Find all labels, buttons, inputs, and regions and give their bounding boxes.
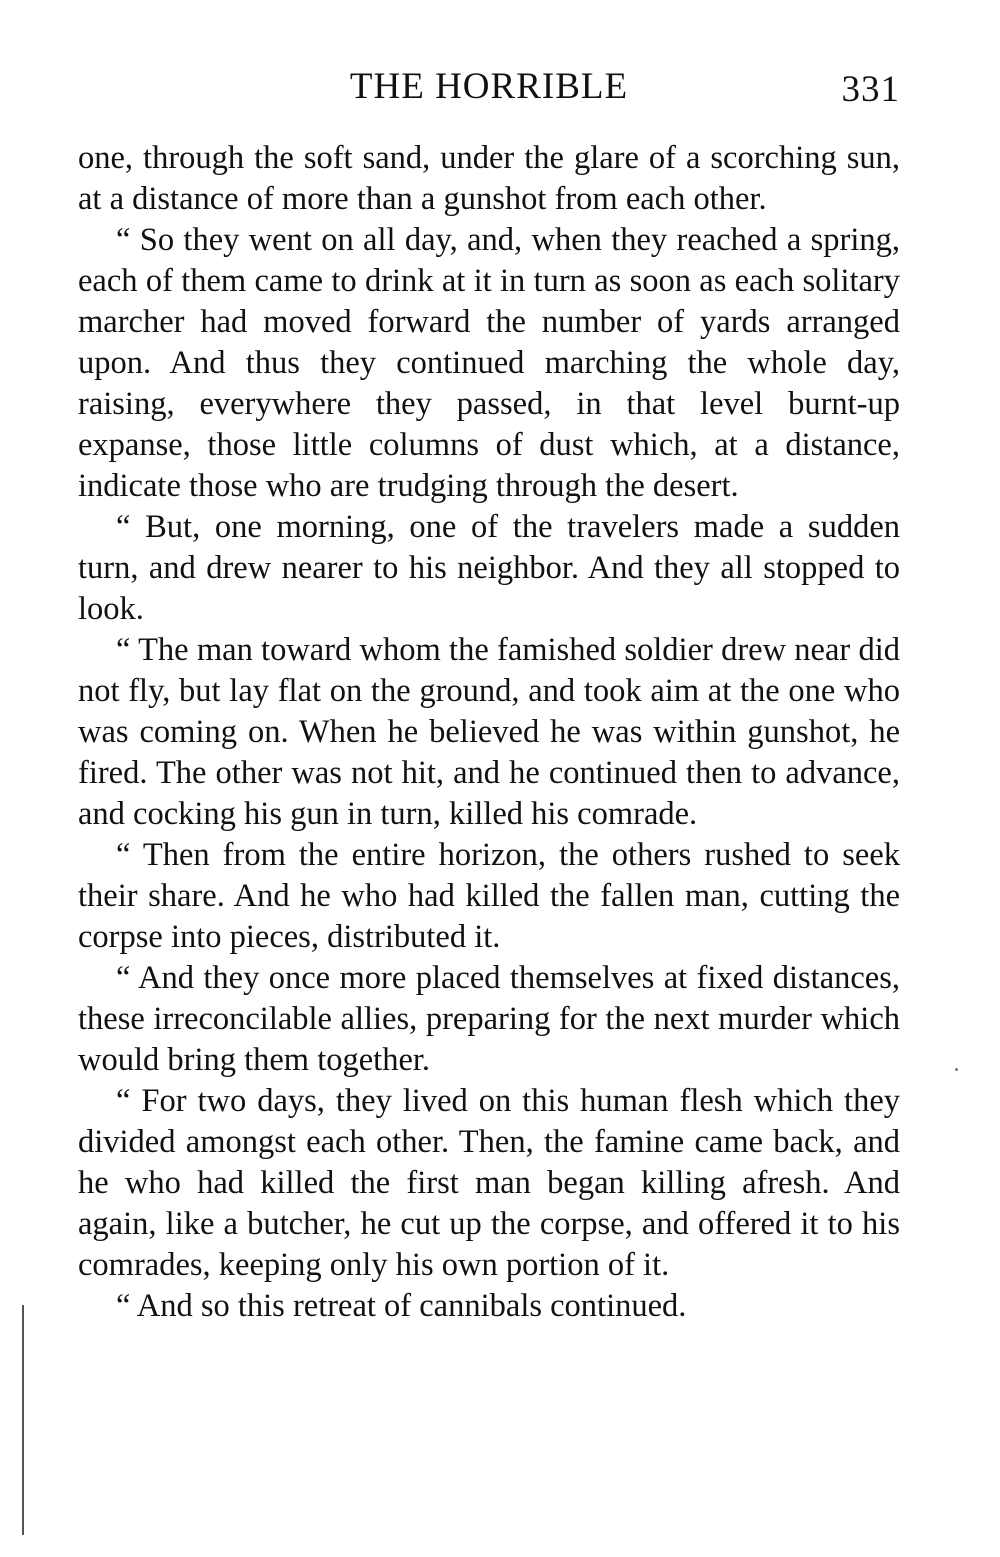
paragraph-continued: one, through the soft sand, under the glare of a scorching sun, at a distance of more than a gunshot from each other.	[78, 140, 900, 217]
scan-margin-line	[22, 1305, 24, 1535]
running-title: THE HORRIBLE	[349, 66, 629, 107]
body-text	[78, 138, 900, 1327]
paragraph: “ For two days, they lived on this human flesh which they divided amongst each other. Then, the famine came back, and he who had killed the first man began killing afresh. And again, like a butcher, he cut up the corpse, and offered it to his comrades, keeping only his own portion of it.	[78, 1083, 900, 1283]
scan-speck	[955, 1068, 958, 1071]
paragraph-final: “ And so this retreat of cannibals continued.	[116, 1288, 687, 1324]
page-number: 331	[841, 69, 900, 110]
running-head	[78, 62, 900, 112]
paragraph: “ Then from the entire horizon, the others rushed to seek their share. And he who had killed the fallen man, cutting the corpse into pieces, distributed it.	[78, 837, 900, 955]
paragraph: “ So they went on all day, and, when they reached a spring, each of them came to drink at it in turn as soon as each solitary marcher had moved forward the number of yards arranged upon. And thus they continued marching the whole day, raising, everywhere they passed, in that level burnt-up expanse, those little columns of dust which, at a distance, indicate those who are trudging through the desert.	[78, 222, 900, 504]
paragraph: “ But, one morning, one of the travelers made a sudden turn, and drew nearer to his neighbor. And they all stopped to look.	[78, 509, 900, 627]
paragraph: “ The man toward whom the famished soldier drew near did not fly, but lay flat on the ground, and took aim at the one who was coming on. When he believed he was within gunshot, he fired. The other was not hit, and he continued then to advance, and cocking his gun in turn, killed his comrade.	[78, 632, 900, 832]
paragraph: “ And they once more placed themselves at fixed distances, these irreconcilable allies, preparing for the next murder which would bring them together.	[78, 960, 900, 1078]
